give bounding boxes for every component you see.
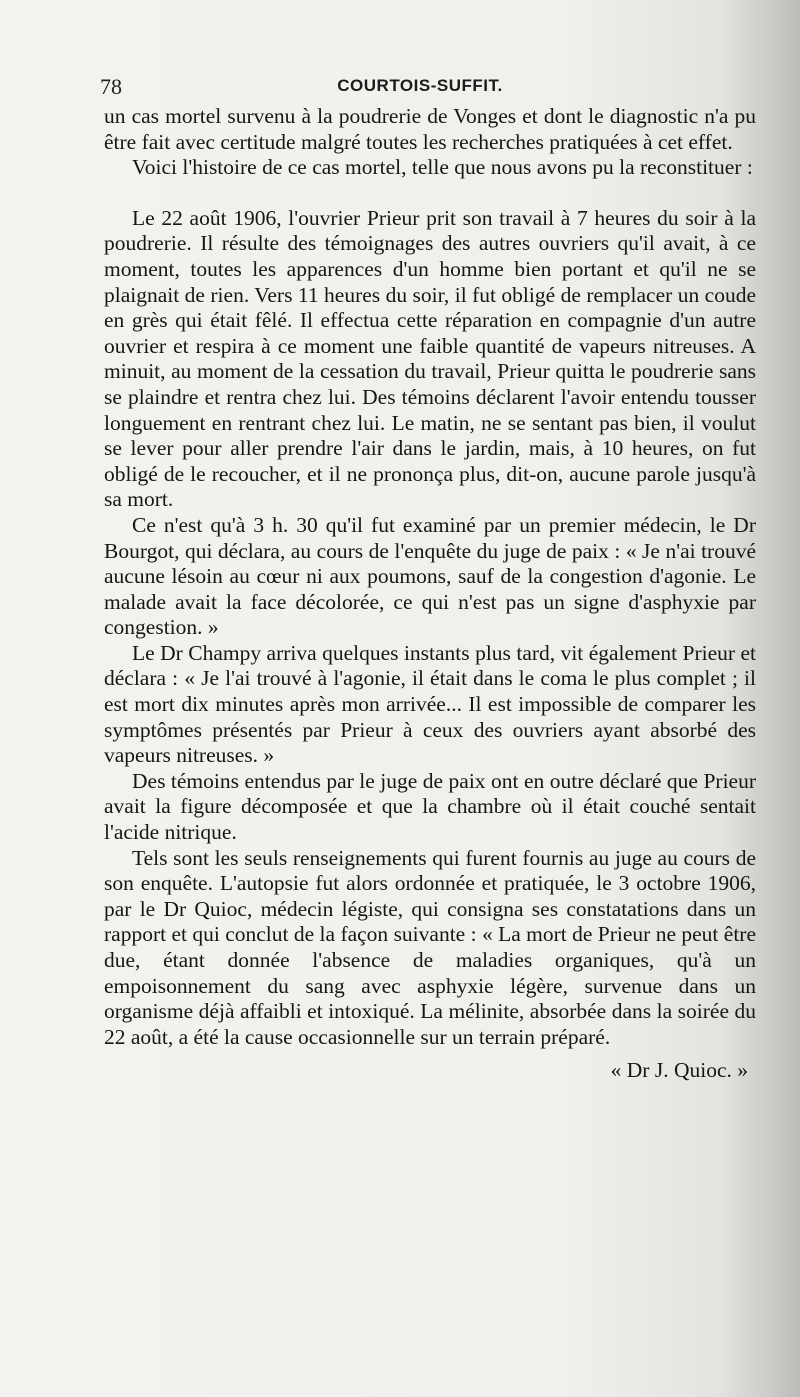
signature: « Dr J. Quioc. »	[610, 1058, 748, 1083]
paragraph-intro: Voici l'histoire de ce cas mortel, telle que nous avons pu la reconstituer :	[132, 155, 753, 180]
body-text	[104, 104, 756, 1084]
paragraph-autopsy: Tels sont les seuls renseignements qui furent fournis au juge au cours de son enquête. L'autopsie fut alors ordonnée et pratiquée, le 3 octobre 1906, par le Dr Quioc, médecin légiste, qui consigna ses constatations dans un rapport et qui conclut de la façon suivante : « La mort de Prieur ne peut être due, étant donnée l'absence de maladies organiques, qu'à un empoisonnement du sang avec asphyxie légère, survenue dans un organisme déjà affaibli et intoxiqué. La mélinite, absorbée dans la soirée du 22 août, a été la cause occasionnelle sur un terrain préparé.	[104, 845, 756, 1049]
page-header	[100, 72, 740, 102]
paragraph-champy: Le Dr Champy arriva quelques instants plus tard, vit également Prieur et déclara : « Je l'ai trouvé à l'agonie, il était dans le coma le plus complet ; il est mort dix minutes après mon arrivée... Il est impossible de comparer les symptômes présentés par Prieur à ceux des ouvriers ayant absorbé des vapeurs nitreuses. »	[104, 640, 756, 768]
paragraph-narrative: Le 22 août 1906, l'ouvrier Prieur prit son travail à 7 heures du soir à la poudrerie. Il résulte des témoignages des autres ouvriers qu'il avait, à ce moment, toutes les apparences d'un homme bien portant et qu'il ne se plaignait de rien. Vers 11 heures du soir, il fut obligé de remplacer un coude en grès qui était fêlé. Il effectua cette réparation en compagnie d'un autre ouvrier et respira à ce moment une faible quantité de vapeurs nitreuses. A minuit, au moment de la cessation du travail, Prieur quitta le poudrerie sans se plaindre et rentra chez lui. Des témoins déclarent l'avoir entendu tousser longuement en rentrant chez lui. Le matin, ne se sentant pas bien, il voulut se lever pour aller prendre l'air dans le jardin, mais, à 10 heures, on fut obligé de le recoucher, et il ne prononça plus, dit-on, aucune parole jusqu'à sa mort.	[104, 205, 756, 512]
paragraph-witnesses: Des témoins entendus par le juge de paix ont en outre déclaré que Prieur avait la figure décomposée et que la chambre où il était couché sentait l'acide nitrique.	[104, 768, 756, 845]
paragraph-continuation: un cas mortel survenu à la poudrerie de Vonges et dont le diagnostic n'a pu être fait avec certitude malgré toutes les recherches pratiquées à cet effet.	[104, 104, 756, 154]
paragraph-bourgot: Ce n'est qu'à 3 h. 30 qu'il fut examiné par un premier médecin, le Dr Bourgot, qui déclara, au cours de l'enquête du juge de paix : « Je n'ai trouvé aucune lésoin au cœur ni aux poumons, sauf de la congestion d'agonie. Le malade avait la face décolorée, ce qui n'est pas un signe d'asphyxie par congestion. »	[104, 512, 756, 640]
running-head: COURTOIS-SUFFIT.	[337, 76, 503, 95]
page-number: 78	[100, 74, 122, 99]
